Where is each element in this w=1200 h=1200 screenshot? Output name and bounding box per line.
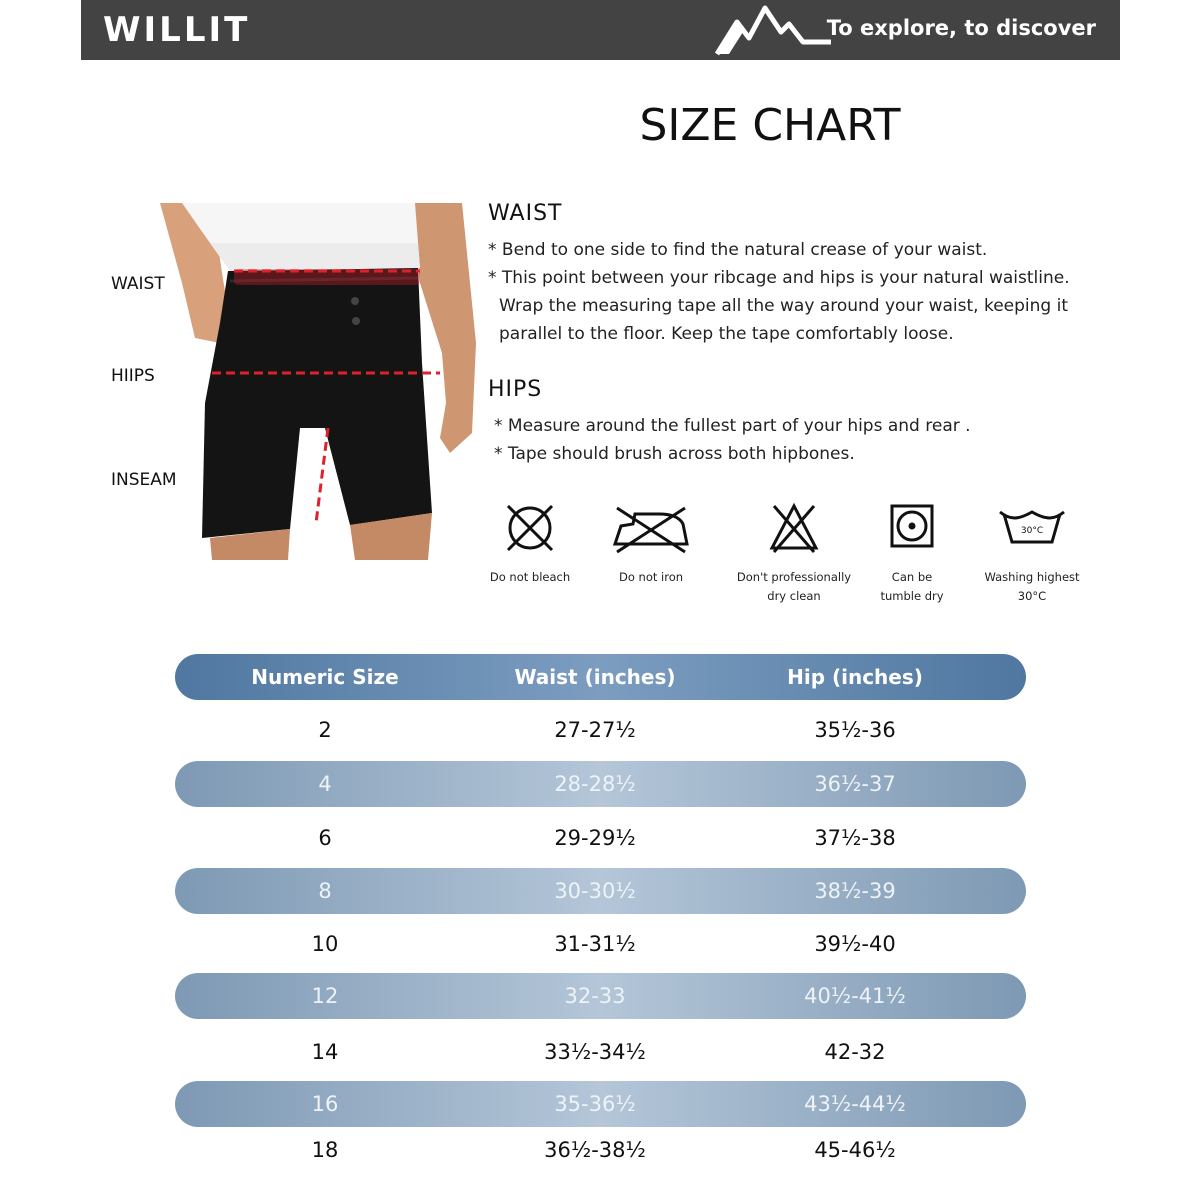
waist-instruction: * Bend to one side to find the natural crease of your waist.	[488, 240, 988, 260]
hip-cell: 39½-40	[814, 932, 896, 956]
table-row	[175, 707, 1026, 753]
hip-cell: 38½-39	[814, 879, 896, 903]
table-row	[175, 1029, 1026, 1075]
table-row	[175, 1127, 1026, 1173]
care-item	[732, 500, 856, 606]
table-row	[175, 761, 1026, 807]
table-row	[175, 815, 1026, 861]
waist-cell: 31-31½	[554, 932, 636, 956]
care-label: Can be tumble dry	[880, 570, 944, 603]
hip-cell: 42-32	[824, 1040, 886, 1064]
brand-logo: WILLIT	[103, 10, 251, 50]
hip-cell: 43½-44½	[804, 1092, 906, 1116]
header-numeric-size: Numeric Size	[251, 665, 399, 689]
wash-temp: 30°C	[1020, 526, 1044, 536]
waist-section-title: WAIST	[488, 201, 563, 226]
hip-cell: 37½-38	[814, 826, 896, 850]
waist-cell: 33½-34½	[544, 1040, 646, 1064]
care-label: Washing highest 30°C	[984, 570, 1080, 603]
waist-cell: 35-36½	[554, 1092, 636, 1116]
label-waist: WAIST	[111, 274, 165, 294]
hip-cell: 45-46½	[814, 1138, 896, 1162]
waist-cell: 36½-38½	[544, 1138, 646, 1162]
table-header	[175, 654, 1026, 700]
care-item	[603, 500, 699, 587]
waist-instruction: * This point between your ribcage and hips is your natural waistline.	[488, 268, 1070, 288]
hips-instruction: * Measure around the fullest part of your hips and rear .	[494, 416, 971, 436]
waist-instruction: Wrap the measuring tape all the way around your waist, keeping it	[499, 296, 1069, 316]
waist-cell: 30-30½	[554, 879, 636, 903]
top-banner	[81, 0, 1120, 60]
table-row	[175, 921, 1026, 967]
waist-cell: 27-27½	[554, 718, 636, 742]
mountain-logo-icon	[713, 2, 833, 58]
size-cell: 14	[311, 1040, 339, 1064]
size-cell: 16	[311, 1092, 339, 1116]
hip-cell: 35½-36	[814, 718, 896, 742]
header-waist: Waist (inches)	[514, 665, 676, 689]
table-row	[175, 868, 1026, 914]
table-row	[175, 1081, 1026, 1127]
waist-measure-line	[234, 269, 420, 285]
label-hips: HIIPS	[111, 366, 155, 386]
waist-instruction: parallel to the floor. Keep the tape comfortably loose.	[499, 324, 954, 344]
care-item	[480, 500, 580, 587]
care-item	[870, 500, 954, 606]
size-cell: 6	[318, 826, 332, 850]
size-cell: 4	[318, 772, 332, 796]
waist-cell: 29-29½	[554, 826, 636, 850]
size-cell: 10	[311, 932, 339, 956]
care-label: Don't professionally dry clean	[736, 570, 852, 603]
waist-cell: 32-33	[564, 984, 626, 1008]
care-label: Do not bleach	[489, 570, 571, 584]
tagline: To explore, to discover	[826, 16, 1096, 40]
size-cell: 12	[311, 984, 339, 1008]
tumble-dry-icon	[884, 500, 940, 556]
hip-cell: 36½-37	[814, 772, 896, 796]
size-cell: 8	[318, 879, 332, 903]
page-title: SIZE CHART	[639, 100, 901, 151]
hips-section-title: HIPS	[488, 377, 543, 402]
do-not-dry-clean-icon	[766, 500, 822, 556]
header-hip: Hip (inches)	[787, 665, 923, 689]
model-photo	[150, 203, 480, 560]
do-not-iron-icon	[609, 500, 693, 556]
wash-30-icon	[996, 500, 1068, 556]
size-cell: 18	[311, 1138, 339, 1162]
table-row	[175, 973, 1026, 1019]
label-inseam: INSEAM	[111, 470, 177, 490]
care-item	[984, 500, 1080, 606]
do-not-bleach-icon	[502, 500, 558, 556]
waist-cell: 28-28½	[554, 772, 636, 796]
care-label: Do not iron	[618, 570, 684, 584]
hips-instruction: * Tape should brush across both hipbones.	[494, 444, 855, 464]
size-cell: 2	[318, 718, 332, 742]
hip-cell: 40½-41½	[804, 984, 906, 1008]
